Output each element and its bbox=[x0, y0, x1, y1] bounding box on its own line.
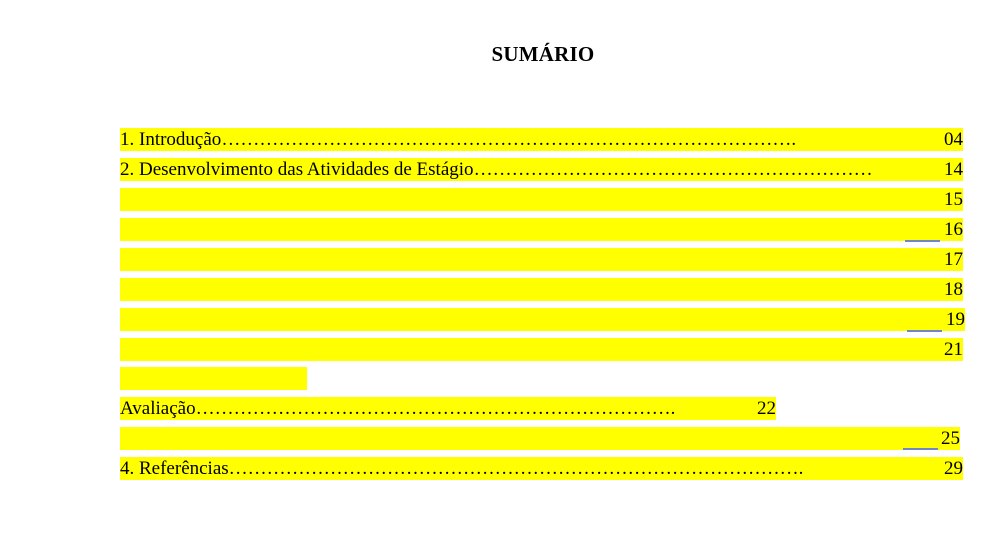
toc-leader-dots: ………………………………………………………………………………. bbox=[228, 458, 804, 479]
toc-entry[interactable] bbox=[120, 278, 963, 301]
toc-leader-dots: …………………………………………………………………. bbox=[195, 398, 676, 419]
page-title: SUMÁRIO bbox=[491, 42, 595, 66]
toc-entry[interactable] bbox=[120, 158, 963, 181]
proofing-underline bbox=[905, 240, 940, 242]
toc-entry-text: 2. Desenvolvimento das Atividades de Estágio bbox=[120, 159, 474, 180]
toc-leader-dots: ……………………………………………………… bbox=[473, 159, 873, 180]
toc-entry[interactable] bbox=[120, 397, 776, 420]
toc-entry[interactable] bbox=[120, 427, 960, 450]
toc-page-number: 14 bbox=[944, 159, 963, 180]
toc-entry-text: 4. Referências bbox=[120, 458, 229, 479]
proofing-underline bbox=[903, 448, 938, 450]
proofing-underline bbox=[907, 330, 942, 332]
toc-page-number: 19 bbox=[946, 309, 965, 330]
toc-page-number: 17 bbox=[944, 249, 963, 270]
toc-page-number: 04 bbox=[944, 129, 963, 150]
toc-page-number: 18 bbox=[944, 279, 963, 300]
toc-page-number: 16 bbox=[944, 219, 963, 240]
toc-entry-text: Avaliação bbox=[120, 398, 196, 419]
toc-page-number: 21 bbox=[944, 339, 963, 360]
toc-page-number: 25 bbox=[941, 428, 960, 449]
toc-entry[interactable] bbox=[120, 367, 307, 390]
toc-entry[interactable] bbox=[120, 248, 963, 271]
toc-leader-dots: ………………………………………………………………………………. bbox=[221, 129, 797, 150]
toc-entry[interactable] bbox=[120, 308, 965, 331]
toc-page-number: 22 bbox=[757, 398, 776, 419]
toc-entry[interactable] bbox=[120, 338, 963, 361]
toc-entry[interactable] bbox=[120, 457, 963, 480]
toc-entry[interactable] bbox=[120, 128, 963, 151]
toc-entry-text: 1. Introdução bbox=[120, 129, 222, 150]
toc-entry[interactable] bbox=[120, 188, 963, 211]
toc-entry[interactable] bbox=[120, 218, 963, 241]
toc-page-number: 29 bbox=[944, 458, 963, 479]
toc-page-number: 15 bbox=[944, 189, 963, 210]
